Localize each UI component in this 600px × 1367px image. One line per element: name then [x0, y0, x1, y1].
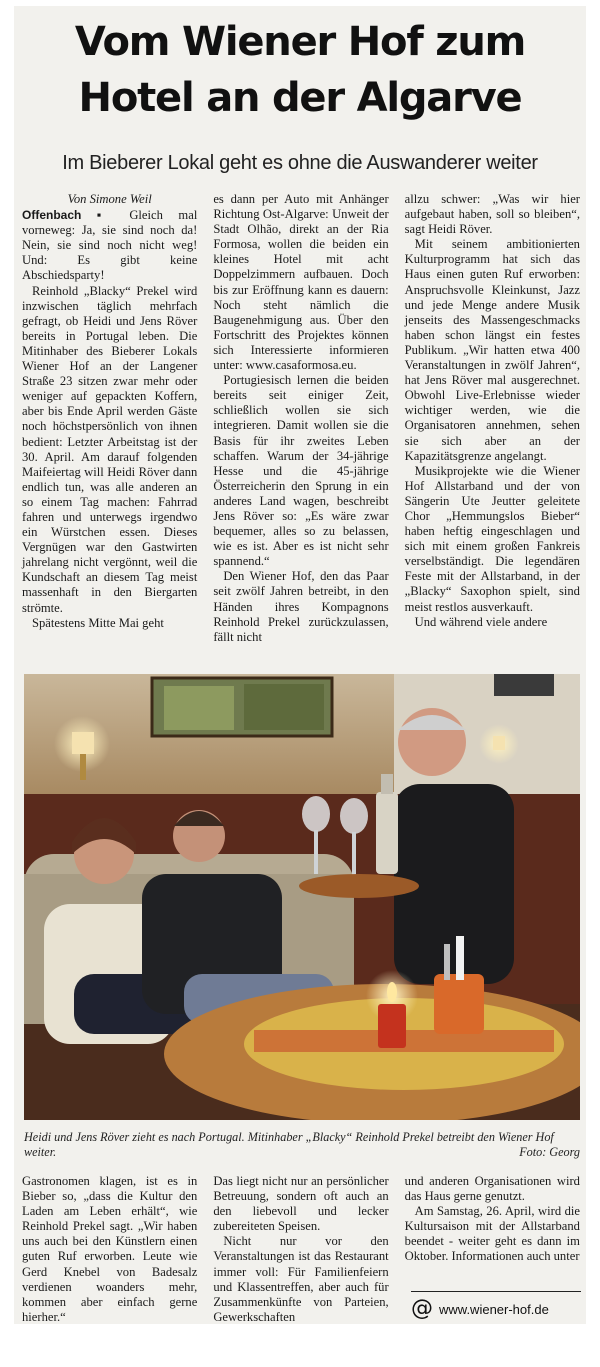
subheadline: Im Bieberer Lokal geht es ohne die Auswanderer weiter	[62, 152, 538, 174]
article-photo	[24, 674, 580, 1120]
paragraph: Offenbach ▪ Gleich mal vorneweg: Ja, sie sind noch da! Nein, sie sind noch nicht weg! Und: Es gibt keine Abschiedsparty!	[22, 208, 198, 283]
paragraph: es dann per Auto mit Anhänger Richtung Ost-Algarve: Unweit der Stadt Olhão, direkt an der Ria Formosa, wollen die beiden ein kleines Hotel mit acht Doppelzimmern aufbauen. Doch bis zur Eröffnung kann es dauern: Noch steht nämlich die Baugenehmigung aus. Über den Fortschritt des Projektes können sich Interessierte informieren unter: www.casaformosa.eu.	[213, 192, 389, 373]
article-column-3	[405, 192, 580, 645]
dateline: Offenbach	[22, 208, 82, 223]
headline	[14, 14, 586, 126]
paragraph: Portugiesisch lernen die beiden bereits seit einiger Zeit, schließlich wollen sie sich integrieren. Damit wollen sie die Basis für ihr zweites Leben schaffen. Warum der 34-jährige Hesse und die 45-jährige Österreicherin den Sprung in ein anderes Land wagen, beschreibt Jens Röver so: „Es wäre zwar bequemer, alles so zu belassen, wie es ist. Aber es ist nicht sehr spannend.“	[213, 373, 389, 569]
headline-line-2: Hotel an der Algarve	[78, 75, 522, 121]
newspaper-clipping	[14, 6, 586, 1324]
article-body-top	[22, 192, 580, 645]
byline: Von Simone Weil	[67, 192, 152, 206]
article-column-1	[22, 192, 197, 645]
paragraph: Mit seinem ambitionierten Kulturprogramm hat sich das Haus einen guten Ruf erworben: Anspruchsvolle Kleinkunst, Jazz und jede Menge andere Musik jenseits des Massengeschmacks haben schon längst ein festes Publikum. „Wir hatten etwa 400 Veranstaltungen in zwölf Jahren“, hat Jens Röver mal ausgerechnet. Obwohl Live-Erlebnisse wieder wichtiger werden, wie die Organisatoren annehmen, sehen sie sich aber an der Kapazitätsgrenze angelangt.	[404, 237, 580, 463]
paragraph: allzu schwer: „Was wir hier aufgebaut haben, soll so bleiben“, sagt Heidi Röver.	[404, 192, 580, 237]
paragraph: Am Samstag, 26. April, wird die Kultursaison mit der Allstarband beendet - weiter geht es dann im Oktober. Informationen auch unter	[404, 1204, 580, 1264]
painting	[152, 678, 332, 736]
paragraph: Den Wiener Hof, den das Paar seit zwölf Jahren betreibt, in den Händen ihres Kompagnons Reinhold Prekel zurückzulassen, fällt nicht	[213, 569, 389, 644]
article-column-1-continued	[22, 1174, 197, 1324]
paragraph: Gastronomen klagen, ist es in Bieber so, „dass die Kultur den Laden am Leben erhält“, wie Reinhold Prekel sagt. „Wir haben uns auch bei den Künstlern einen guten Ruf erworben. Leute wie Gerd Knebel von Badesalz verdienen woanders mehr, kommen aber einfach gerne hierher.“	[22, 1174, 198, 1324]
article-column-2	[213, 192, 388, 645]
photo-caption	[24, 1130, 580, 1160]
paragraph: Nicht nur vor den Veranstaltungen ist das Restaurant immer voll: Für Familienfeiern und Klassentreffen, aber auch für Zusammenkünfte von Parteien, Gewerkschaften	[213, 1234, 389, 1324]
wall-lamp	[479, 724, 519, 764]
paragraph: Das liegt nicht nur an persönlicher Betreuung, sondern oft auch an den liebevoll und lecker zubereiteten Speisen.	[213, 1174, 389, 1234]
paragraph: Und während viele andere	[414, 614, 548, 629]
website-reference	[411, 1291, 581, 1320]
photo-credit: Foto: Georg	[519, 1145, 580, 1159]
article-column-2-continued	[213, 1174, 388, 1324]
paragraph: und anderen Organisationen wird das Haus gerne genutzt.	[404, 1174, 580, 1204]
headline-line-1: Vom Wiener Hof zum	[74, 19, 526, 65]
paragraph-text: Gleich mal vorneweg: Ja, sie sind noch da! Nein, sie sind noch nicht weg! Und: Es gibt keine Abschiedsparty!	[22, 208, 198, 283]
paragraph: Spätestens Mitte Mai geht	[32, 615, 164, 630]
paragraph: Musikprojekte wie die Wiener Hof Allstarband und der von Sängerin Ute Jeutter geleitete Chor „Hemmungslos Bieber“ haben heftig eingeschlagen und sich mit einem großen Fankreis verselbständigt. Die legendären Feste mit der Allstarband, in der „Blacky“ Saxophon spielt, sind meist restlos ausverkauft.	[404, 463, 580, 614]
caption-text: Heidi und Jens Röver zieht es nach Portugal. Mitinhaber „Blacky“ Reinhold Prekel betreibt den Wiener Hof weiter.	[24, 1130, 554, 1159]
paragraph: Reinhold „Blacky“ Prekel wird inzwischen täglich mehrfach gefragt, ob Heidi und Jens Röver bereits in Portugal leben. Die Mitinhaber des Bieberer Lokals Wiener Hof an der Langener Straße 23 sitzen zwar mehr oder weniger auf gepackten Koffern, aber bis Ende April werden Gäste noch höchstpersönlich von ihnen bedient: Letzter Arbeitstag ist der 30. April. Am darauf folgenden Maifeiertag will Heidi Röver dann endlich tun, was alle anderen an so einem Tag machen: Fahrrad fahren und unterwegs irgendwo ein Würstchen essen. Dieses Vergnügen war den Gastwirten jahrelang nicht vergönnt, weil die Kundschaft an diesem Tag meist massenhaft in den Biergarten strömte.	[22, 283, 198, 615]
website-link[interactable]: www.wiener-hof.de	[439, 1301, 549, 1317]
at-sign-icon: @	[411, 1296, 433, 1321]
